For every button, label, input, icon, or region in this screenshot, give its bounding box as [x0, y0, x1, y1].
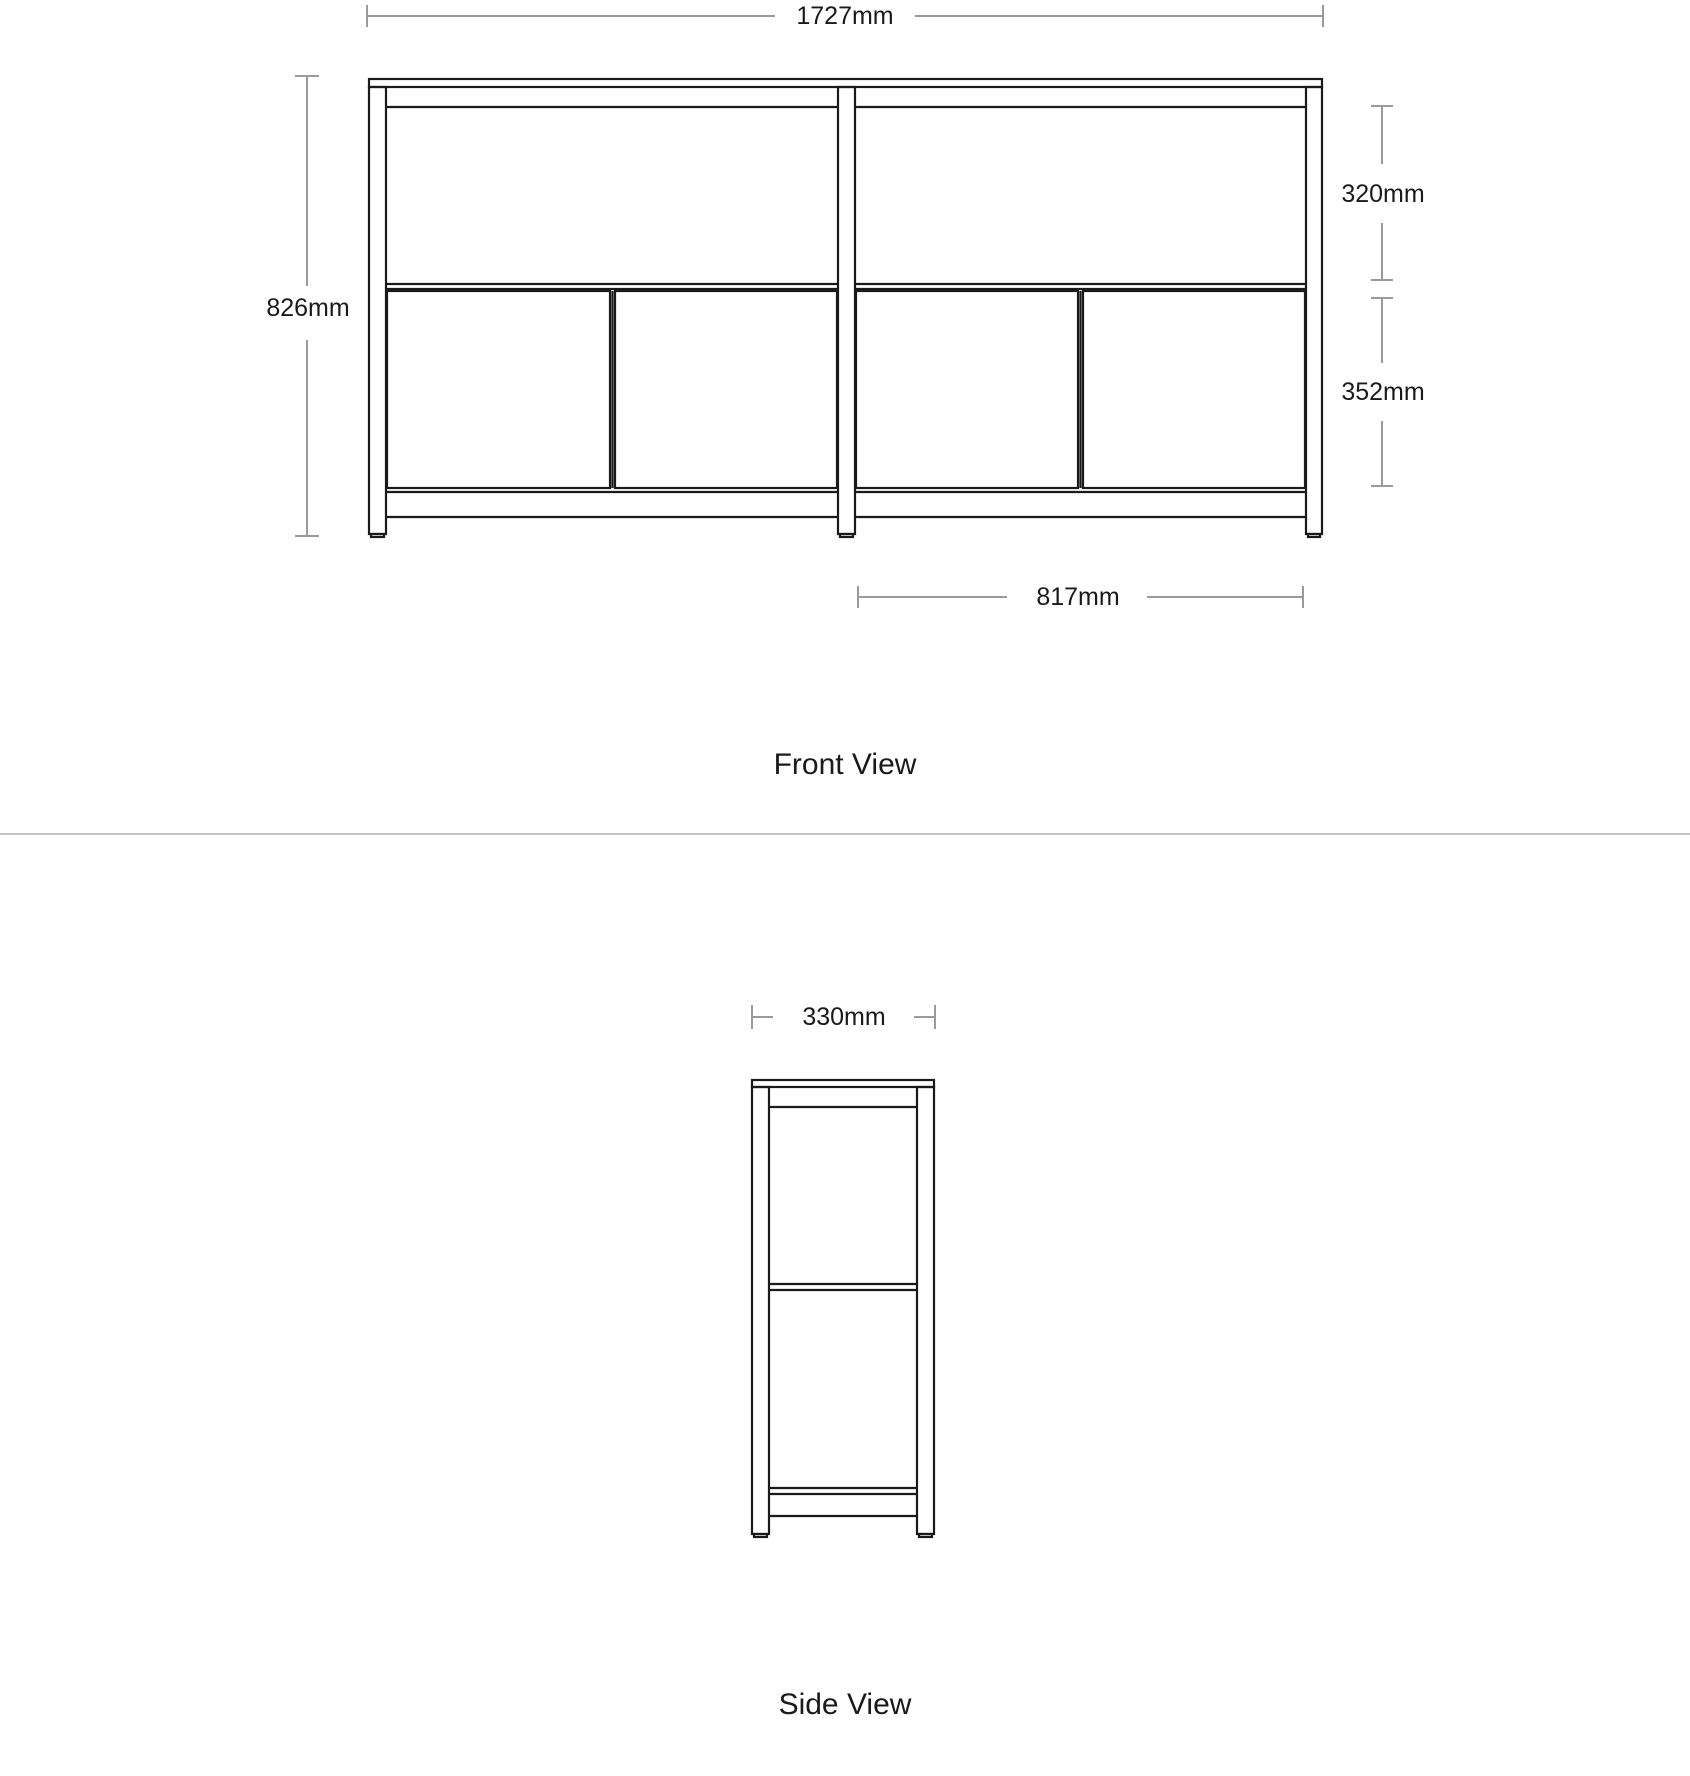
dimension-lower-compartment [1341, 298, 1424, 486]
side-view-caption: Side View [778, 1688, 912, 1721]
dimension-overall-height [266, 76, 349, 536]
side-view [752, 1003, 935, 1721]
front-view [266, 2, 1424, 781]
dimension-overall-width [367, 2, 1323, 30]
upper-compartment-label: 320mm [1341, 180, 1425, 208]
dimension-upper-compartment [1341, 106, 1424, 280]
front-view-caption: Front View [773, 748, 917, 781]
dimension-section-width [858, 583, 1303, 611]
overall-width-label: 1727mm [796, 2, 894, 30]
door-4 [1083, 291, 1305, 488]
section-width-label: 817mm [1036, 583, 1120, 611]
lower-compartment-label: 352mm [1341, 378, 1425, 406]
cabinet-side-outline [752, 1080, 934, 1537]
overall-height-label: 826mm [266, 294, 350, 322]
cabinet-front-outline [369, 79, 1322, 537]
dimension-depth [752, 1003, 935, 1031]
cabinet-doors [387, 291, 1305, 488]
door-2 [615, 291, 837, 488]
door-3 [856, 291, 1078, 488]
depth-label: 330mm [802, 1003, 886, 1031]
door-1 [387, 291, 610, 488]
